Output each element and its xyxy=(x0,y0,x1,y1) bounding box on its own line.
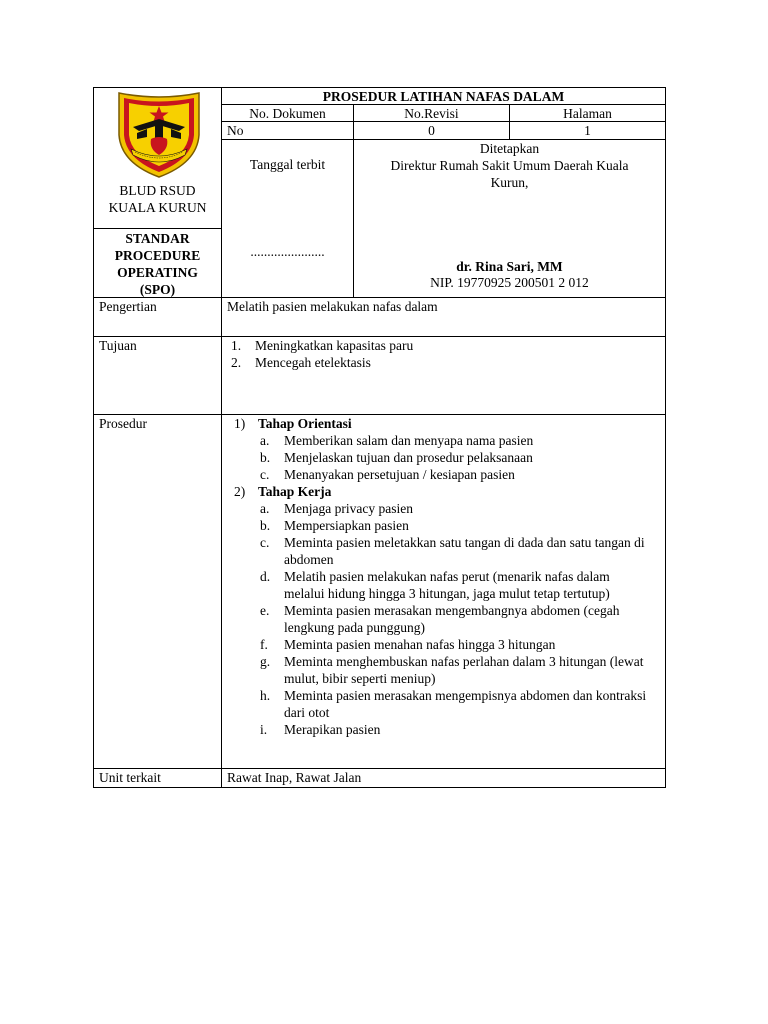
procedure-step-letter: a. xyxy=(260,433,270,448)
procedure-step-letter: c. xyxy=(260,535,270,550)
row-value-prosedur xyxy=(222,415,652,738)
procedure-step-letter: c. xyxy=(260,467,270,482)
tujuan-item xyxy=(231,354,661,371)
procedure-step xyxy=(222,432,652,449)
procedure-step-text: Melatih pasien melakukan nafas perut (menarik nafas dalam melalui hidung hingga 3 hitungan, jaga mulut tetap tertutup) xyxy=(284,569,610,601)
procedure-step-letter: d. xyxy=(260,569,271,584)
col-head-revisi: No.Revisi xyxy=(404,106,459,121)
procedure-step-text: Menjelaskan tujuan dan prosedur pelaksanaan xyxy=(284,450,533,465)
procedure-step-letter: a. xyxy=(260,501,270,516)
tanggal-terbit-label: Tanggal terbit xyxy=(249,157,326,172)
procedure-step xyxy=(222,534,648,568)
hospital-name xyxy=(94,182,221,216)
procedure-step-text: Meminta pasien meletakkan satu tangan di dada dan satu tangan di abdomen xyxy=(284,535,645,567)
procedure-step xyxy=(222,636,648,653)
procedure-step xyxy=(222,721,648,738)
procedure-step xyxy=(222,500,648,517)
tujuan-item xyxy=(231,337,661,354)
spo-line4: (SPO) xyxy=(139,282,176,297)
stage-number: 1) xyxy=(234,416,246,431)
value-dokumen: No xyxy=(227,123,244,138)
spo-line1: STANDAR xyxy=(125,231,190,246)
procedure-step-text: Menjaga privacy pasien xyxy=(284,501,413,516)
stage-kerja xyxy=(222,483,652,500)
signer-name: dr. Rina Sari, MM xyxy=(456,259,563,274)
stage-kerja-list xyxy=(222,500,648,738)
procedure-step-text: Memberikan salam dan menyapa nama pasien xyxy=(284,433,534,448)
stage-orientasi xyxy=(222,415,652,432)
document-title: PROSEDUR LATIHAN NAFAS DALAM xyxy=(322,89,565,104)
tujuan-item-number: 2. xyxy=(231,355,242,370)
row-label-pengertian: Pengertian xyxy=(99,299,157,314)
row-value-unit: Rawat Inap, Rawat Jalan xyxy=(227,770,362,785)
procedure-step xyxy=(222,466,652,483)
tujuan-item-text: Mencegah etelektasis xyxy=(255,355,371,370)
procedure-step-letter: i. xyxy=(260,722,268,737)
procedure-step xyxy=(222,449,652,466)
col-head-halaman: Halaman xyxy=(563,106,612,121)
stage-orientasi-list xyxy=(222,432,652,483)
procedure-step-text: Meminta pasien merasakan mengempisnya abdomen dan kontraksi dari otot xyxy=(284,688,647,720)
row-label-unit: Unit terkait xyxy=(99,770,161,785)
procedure-step-text: Meminta menghembuskan nafas perlahan dalam 3 hitungan (lewat mulut, bibir seperti meniup) xyxy=(284,654,644,686)
procedure-step-letter: h. xyxy=(260,688,271,703)
procedure-step-letter: b. xyxy=(260,518,271,533)
procedure-step xyxy=(222,568,648,602)
procedure-step xyxy=(222,687,648,721)
tujuan-item-number: 1. xyxy=(231,338,242,353)
tujuan-item-text: Meningkatkan kapasitas paru xyxy=(255,338,414,353)
ditetapkan-label: Ditetapkan xyxy=(479,141,540,156)
procedure-step-letter: e. xyxy=(260,603,270,618)
row-value-pengertian: Melatih pasien melakukan nafas dalam xyxy=(227,299,438,314)
procedure-step-letter: b. xyxy=(260,450,271,465)
procedure-step-text: Menanyakan persetujuan / kesiapan pasien xyxy=(284,467,515,482)
stage-title: Tahap Orientasi xyxy=(258,416,352,431)
procedure-step xyxy=(222,602,648,636)
procedure-step-letter: g. xyxy=(260,654,271,669)
value-halaman: 1 xyxy=(584,123,591,138)
procedure-step-text: Meminta pasien merasakan mengembangnya abdomen (cegah lengkung pada punggung) xyxy=(284,603,620,635)
procedure-step xyxy=(222,653,648,687)
hospital-name-line2: KUALA KURUN xyxy=(108,200,207,215)
tanggal-terbit-dots: ...................... xyxy=(250,244,325,259)
procedure-step xyxy=(222,517,648,534)
shield-emblem-icon xyxy=(113,89,205,179)
row-value-tujuan xyxy=(231,337,661,371)
value-revisi: 0 xyxy=(428,123,435,138)
spo-line2: PROCEDURE xyxy=(114,248,201,263)
row-label-tujuan: Tujuan xyxy=(99,338,137,353)
hospital-name-line1: BLUD RSUD xyxy=(119,183,196,198)
table-border-right xyxy=(665,87,666,788)
procedure-step-letter: f. xyxy=(260,637,268,652)
stage-title: Tahap Kerja xyxy=(258,484,332,499)
direktur-line2: Kurun, xyxy=(490,175,529,190)
procedure-step-text: Mempersiapkan pasien xyxy=(284,518,409,533)
procedure-step-text: Merapikan pasien xyxy=(284,722,381,737)
row-label-prosedur: Prosedur xyxy=(99,416,147,431)
signer-nip: NIP. 19770925 200501 2 012 xyxy=(430,275,589,290)
procedure-step-text: Meminta pasien menahan nafas hingga 3 hitungan xyxy=(284,637,556,652)
direktur-line1: Direktur Rumah Sakit Umum Daerah Kuala xyxy=(390,158,629,173)
hospital-logo xyxy=(113,89,205,179)
spo-title-block xyxy=(94,230,221,298)
col-head-dokumen: No. Dokumen xyxy=(249,106,326,121)
tujuan-list xyxy=(231,337,661,371)
table-rule-logo xyxy=(93,228,222,229)
table-border-bottom xyxy=(93,787,666,788)
spo-line3: OPERATING xyxy=(117,265,198,280)
ditetapkan-block xyxy=(354,140,665,191)
stage-number: 2) xyxy=(234,484,246,499)
